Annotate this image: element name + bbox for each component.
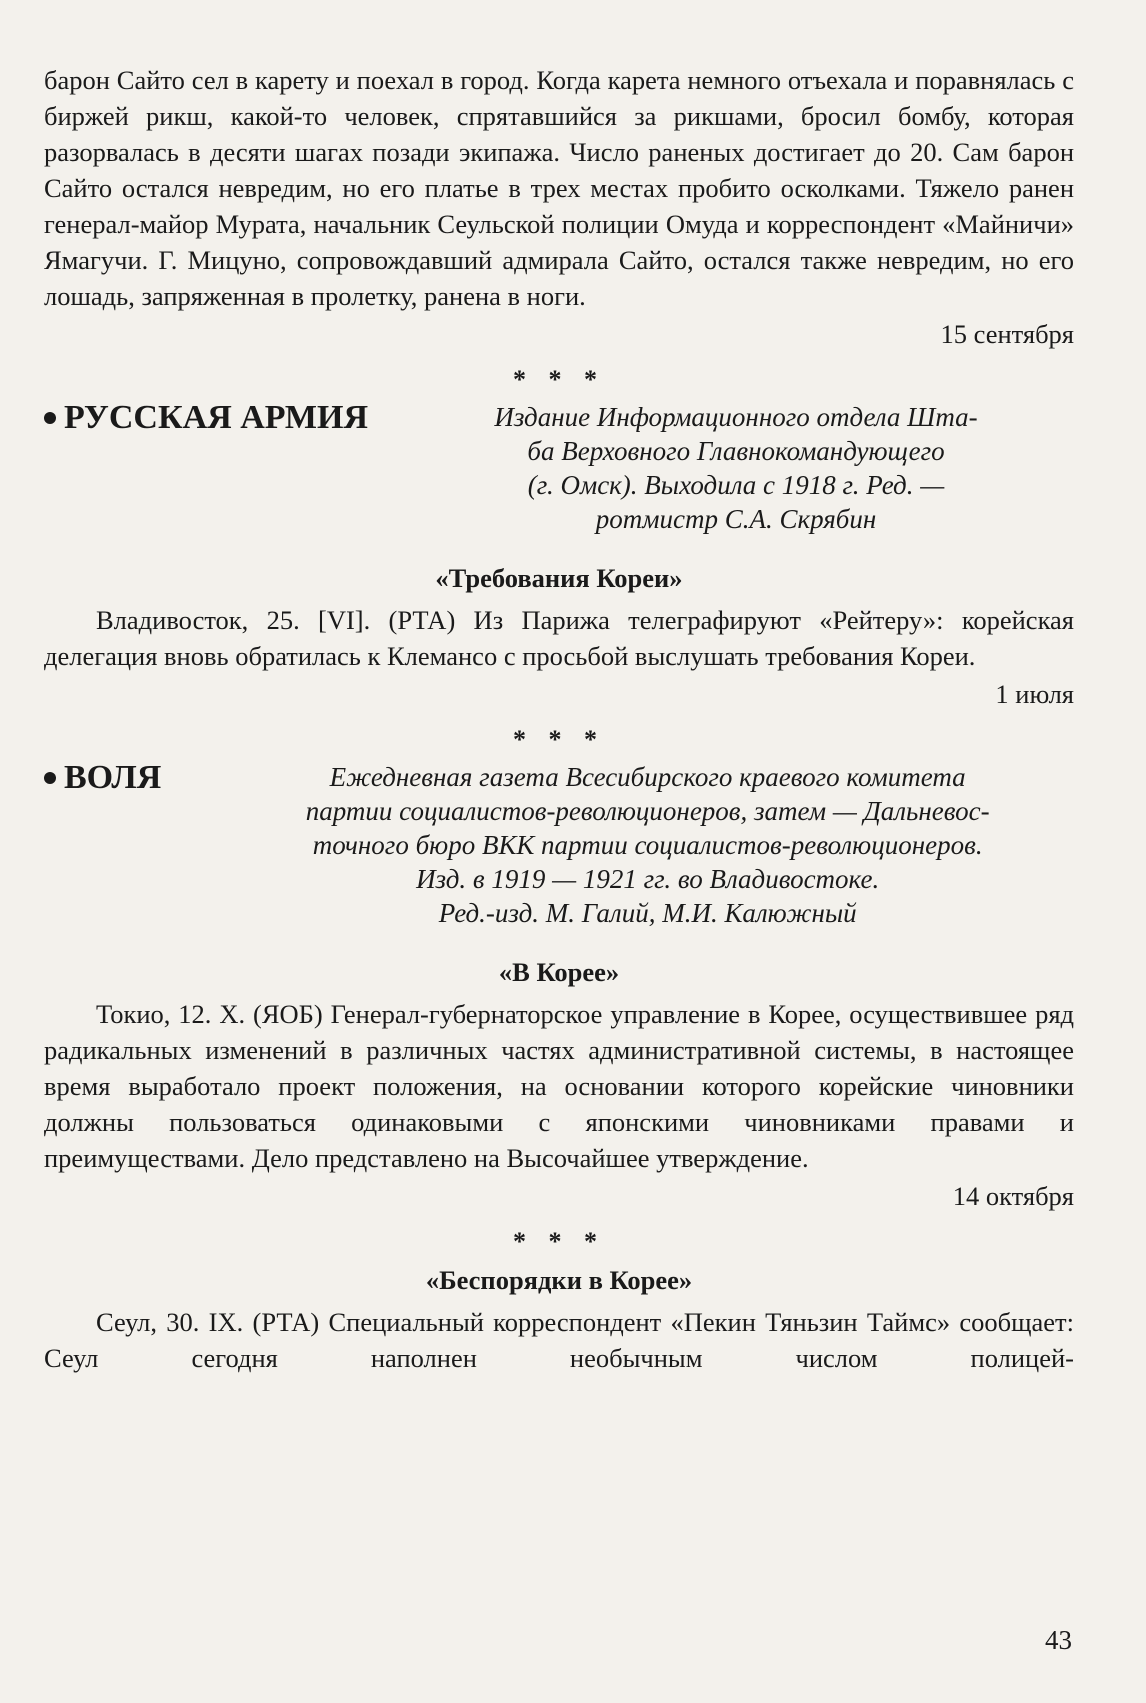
article-text: Токио, 12. X. (ЯОБ) Генерал-губернаторское управление в Корее, осуществившее ряд радикальных изменений в различных частях административной системы, в настоящее время выработало проект положения, на основании которого корейские чиновники должны пользоваться одинаковыми с японскими чиновниками правами и преимуществами. Дело представлено на Высочайшее утверждение.: [44, 999, 1074, 1173]
newspaper-description: [368, 398, 1074, 536]
description-line: точного бюро ВКК партии социалистов-революционеров.: [312, 830, 983, 860]
description-line: Изд. в 1919 — 1921 гг. во Владивостоке.: [416, 864, 880, 894]
description-line: Издание Информационного отдела Шта-: [494, 402, 978, 432]
article-headline: «Беспорядки в Корее»: [425, 1265, 693, 1295]
description-line: Ред.-изд. М. Галий, М.И. Калюжный: [438, 898, 857, 928]
article-date: 1 июля: [995, 679, 1074, 709]
article-headline: «В Корее»: [498, 957, 620, 987]
description-line: Ежедневная газета Всесибирского краевого комитета: [329, 762, 966, 792]
bullet-icon: [44, 772, 56, 784]
page-body: [44, 62, 1074, 1376]
section-separator: * * *: [513, 1227, 605, 1256]
newspaper-entry-volya: [44, 758, 1074, 930]
newspaper-entry-russkaya-armiya: [44, 398, 1074, 536]
description-line: ротмистр С.А. Скрябин: [595, 504, 877, 534]
bullet-icon: [44, 412, 56, 424]
description-line: (г. Омск). Выходила с 1918 г. Ред. —: [527, 470, 945, 500]
article-text: Владивосток, 25. [VI]. (РТА) Из Парижа телеграфируют «Рейтеру»: корейская делегация вновь обратилась к Клемансо с просьбой выслушать требования Кореи.: [44, 605, 1074, 671]
newspaper-description: [161, 758, 1074, 930]
intro-date: 15 сентября: [940, 319, 1074, 349]
intro-paragraph: барон Сайто сел в карету и поехал в город. Когда карета немного отъехала и поравнялась с биржей рикш, какой-то человек, спрятавшийся за рикшами, бросил бомбу, которая разорвалась в десяти шагах позади экипажа. Число раненых достигает до 20. Сам барон Сайто остался невредим, но его платье в трех местах пробито осколками. Тяжело ранен генерал-майор Мурата, начальник Сеульской полиции Омуда и корреспондент «Майничи» Ямагучи. Г. Мицуно, сопровождавший адмирала Сайто, остался также невредим, но его лошадь, запряженная в пролетку, ранена в ноги.: [44, 65, 1074, 311]
article-date: 14 октября: [952, 1181, 1074, 1211]
newspaper-title: РУССКАЯ АРМИЯ: [44, 398, 368, 438]
description-line: ба Верховного Главнокомандующего: [527, 436, 945, 466]
description-line: партии социалистов-революционеров, затем — Дальневос-: [305, 796, 990, 826]
newspaper-title: ВОЛЯ: [44, 758, 161, 798]
section-separator: * * *: [513, 725, 605, 754]
page-number: 43: [1045, 1625, 1072, 1655]
article-text: Сеул, 30. IX. (РТА) Специальный корреспондент «Пекин Тяньзин Таймс» сообщает: Сеул сегодня наполнен необычным числом полицей-: [44, 1307, 1074, 1373]
section-separator: * * *: [513, 365, 605, 394]
article-headline: «Требования Кореи»: [435, 563, 683, 593]
